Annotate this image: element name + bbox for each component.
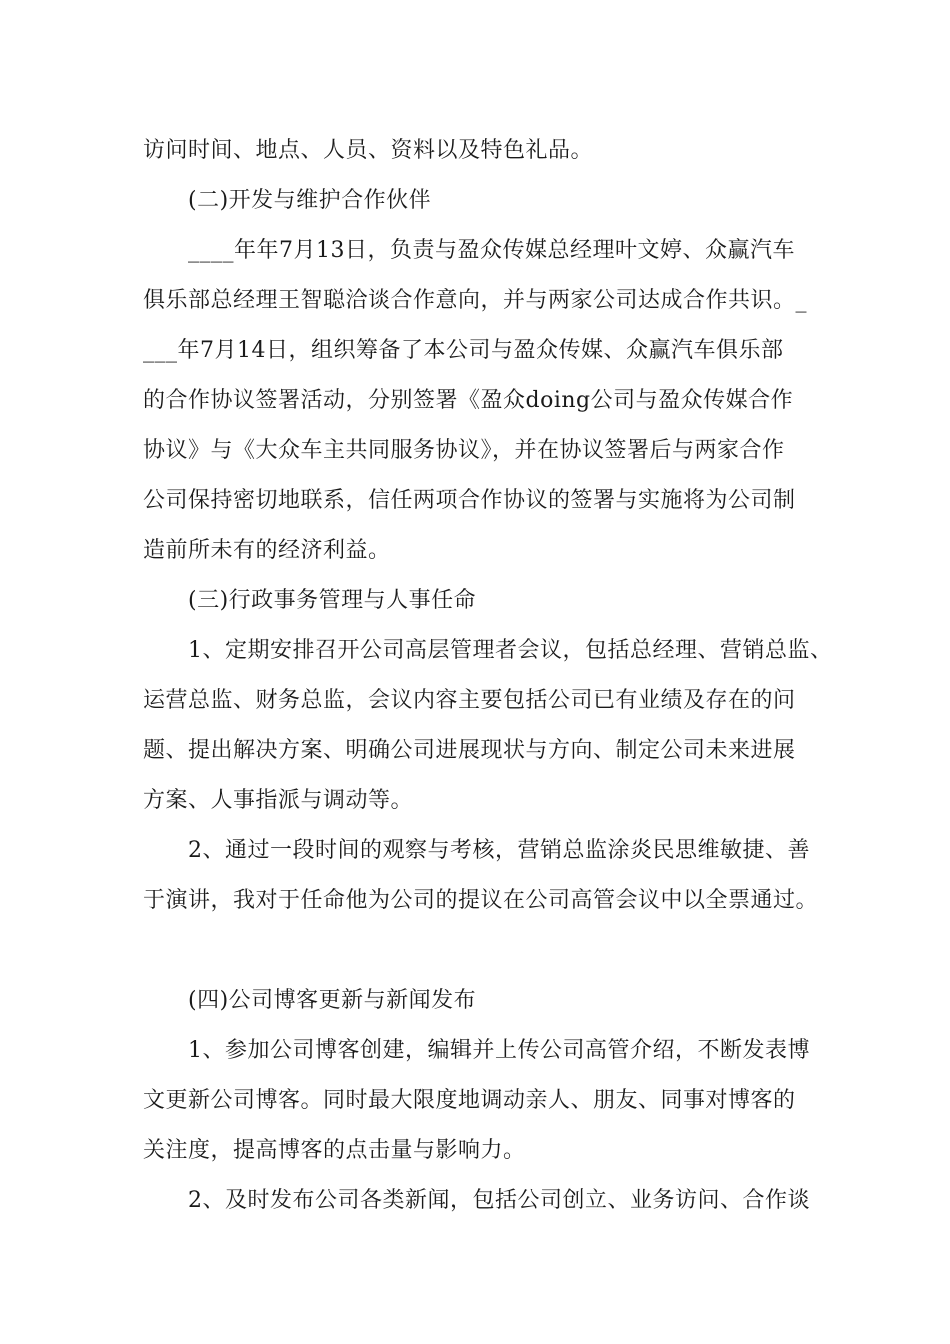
text-line: 运营总监、财务总监，会议内容主要包括公司已有业绩及存在的问 — [143, 688, 796, 713]
text-line: 方案、人事指派与调动等。 — [143, 788, 414, 813]
text-line: 关注度，提高博客的点击量与影响力。 — [143, 1138, 526, 1163]
section-heading: (四)公司博客更新与新闻发布 — [188, 988, 477, 1013]
text-line: 造前所未有的经济利益。 — [143, 538, 391, 563]
section-heading: (三)行政事务管理与人事任命 — [188, 588, 477, 613]
text-line: 题、提出解决方案、明确公司进展现状与方向、制定公司未来进展 — [143, 738, 796, 763]
text-line: 文更新公司博客。同时最大限度地调动亲人、朋友、同事对博客的 — [143, 1088, 796, 1113]
section-heading: (二)开发与维护合作伙伴 — [188, 188, 432, 213]
text-line: 的合作协议签署活动，分别签署《盈众doing公司与盈众传媒合作 — [143, 388, 794, 413]
text-line: 2、及时发布公司各类新闻，包括公司创立、业务访问、合作谈 — [188, 1188, 810, 1213]
text-line: ____年年7月13日，负责与盈众传媒总经理叶文婷、众赢汽车 — [188, 238, 795, 263]
text-line: 俱乐部总经理王智聪洽谈合作意向，并与两家公司达成合作共识。_ — [143, 288, 808, 313]
text-line: 访问时间、地点、人员、资料以及特色礼品。 — [143, 138, 594, 163]
text-line: 1、参加公司博客创建，编辑并上传公司高管介绍，不断发表博 — [188, 1038, 810, 1063]
text-line: 公司保持密切地联系，信任两项合作协议的签署与实施将为公司制 — [143, 488, 796, 513]
text-line: 协议》与《大众车主共同服务协议》，并在协议签署后与两家合作 — [143, 438, 785, 463]
text-line: ___年7月14日，组织筹备了本公司与盈众传媒、众赢汽车俱乐部 — [143, 338, 784, 363]
text-line: 1、定期安排召开公司高层管理者会议，包括总经理、营销总监、 — [188, 638, 833, 663]
text-line: 于演讲，我对于任命他为公司的提议在公司高管会议中以全票通过。 — [143, 888, 819, 913]
text-line: 2、通过一段时间的观察与考核，营销总监涂炎民思维敏捷、善 — [188, 838, 810, 863]
